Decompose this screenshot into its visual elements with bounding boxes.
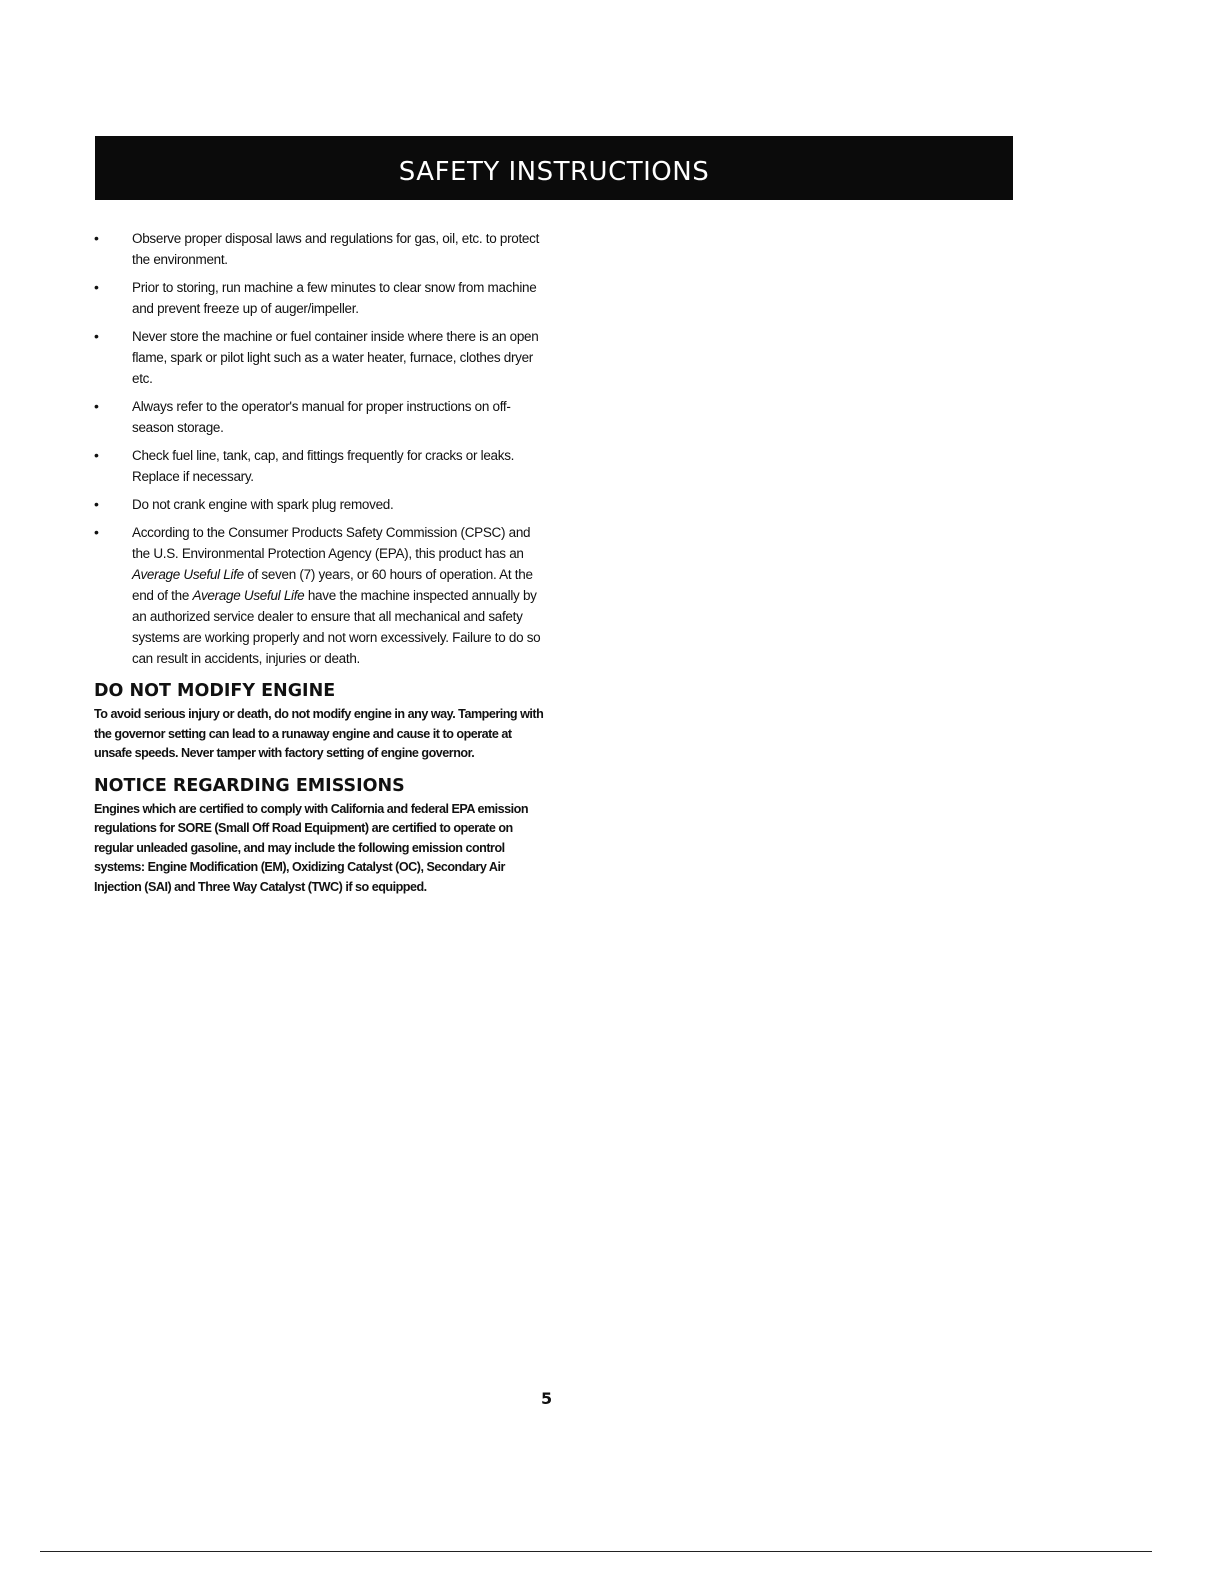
list-item — [94, 277, 544, 319]
bullet-icon: • — [94, 398, 99, 414]
list-item — [94, 326, 544, 389]
list-item — [94, 494, 544, 515]
modify-engine-heading: DO NOT MODIFY ENGINE — [94, 681, 336, 701]
safety-bullet-list — [94, 228, 544, 669]
bullet-icon: • — [94, 447, 99, 463]
section-header-banner — [95, 136, 1013, 200]
bullet-icon: • — [94, 328, 99, 344]
bullet-icon: • — [94, 279, 99, 295]
useful-life-text-3: have the machine inspected annually by an authorized service dealer to ensure that all mechanical and safety systems are working properly and not worn excessively. Failure to do so can result in accidents, injuries or death. — [132, 588, 541, 666]
modify-engine-body: To avoid serious injury or death, do not modify engine in any way. Tampering with the governor setting can lead to a runaway engine and cause it to operate at unsafe speeds. Never tamper with factory setting of engine governor. — [94, 707, 544, 760]
bullet-icon: • — [94, 496, 99, 512]
list-item-text: Observe proper disposal laws and regulations for gas, oil, etc. to protect the environment. — [132, 231, 540, 267]
list-item — [94, 228, 544, 270]
list-item-text: Check fuel line, tank, cap, and fittings frequently for cracks or leaks. Replace if necessary. — [132, 448, 515, 484]
emissions-heading: NOTICE REGARDING EMISSIONS — [94, 775, 405, 796]
useful-life-text-1: According to the Consumer Products Safety Commission (CPSC) and the U.S. Environmental Protection Agency (EPA), this product has an — [132, 525, 531, 561]
main-content — [94, 228, 544, 905]
page-title: SAFETY INSTRUCTIONS — [398, 157, 710, 187]
emissions-body: Engines which are certified to comply with California and federal EPA emission regulations for SORE (Small Off Road Equipment) are certified to operate on regular unleaded gasoline, and may include the following emission control systems: Engine Modification (EM), Oxidizing Catalyst (OC), Secondary Air Injection (SAI) and Three Way Catalyst (TWC) if so equipped. — [94, 801, 529, 894]
list-item-text: Prior to storing, run machine a few minutes to clear snow from machine and prevent freeze up of auger/impeller. — [132, 280, 537, 316]
list-item — [94, 445, 544, 487]
page-number: 5 — [541, 1389, 553, 1408]
bullet-icon: • — [94, 230, 99, 246]
list-item-text: Always refer to the operator's manual for proper instructions on off-season storage. — [132, 399, 511, 435]
list-item-useful-life — [94, 522, 544, 669]
list-item-text: Never store the machine or fuel container inside where there is an open flame, spark or pilot light such as a water heater, furnace, clothes dryer etc. — [132, 329, 539, 386]
list-item-text: Do not crank engine with spark plug removed. — [132, 497, 394, 512]
list-item — [94, 396, 544, 438]
footer-divider — [40, 1551, 1152, 1552]
useful-life-term-1: Average Useful Life — [132, 567, 244, 582]
useful-life-text-2: of seven (7) years, or 60 hours of operation. At the end of the — [132, 567, 533, 603]
useful-life-term-2: Average Useful Life — [192, 588, 305, 603]
bullet-icon: • — [94, 524, 99, 540]
